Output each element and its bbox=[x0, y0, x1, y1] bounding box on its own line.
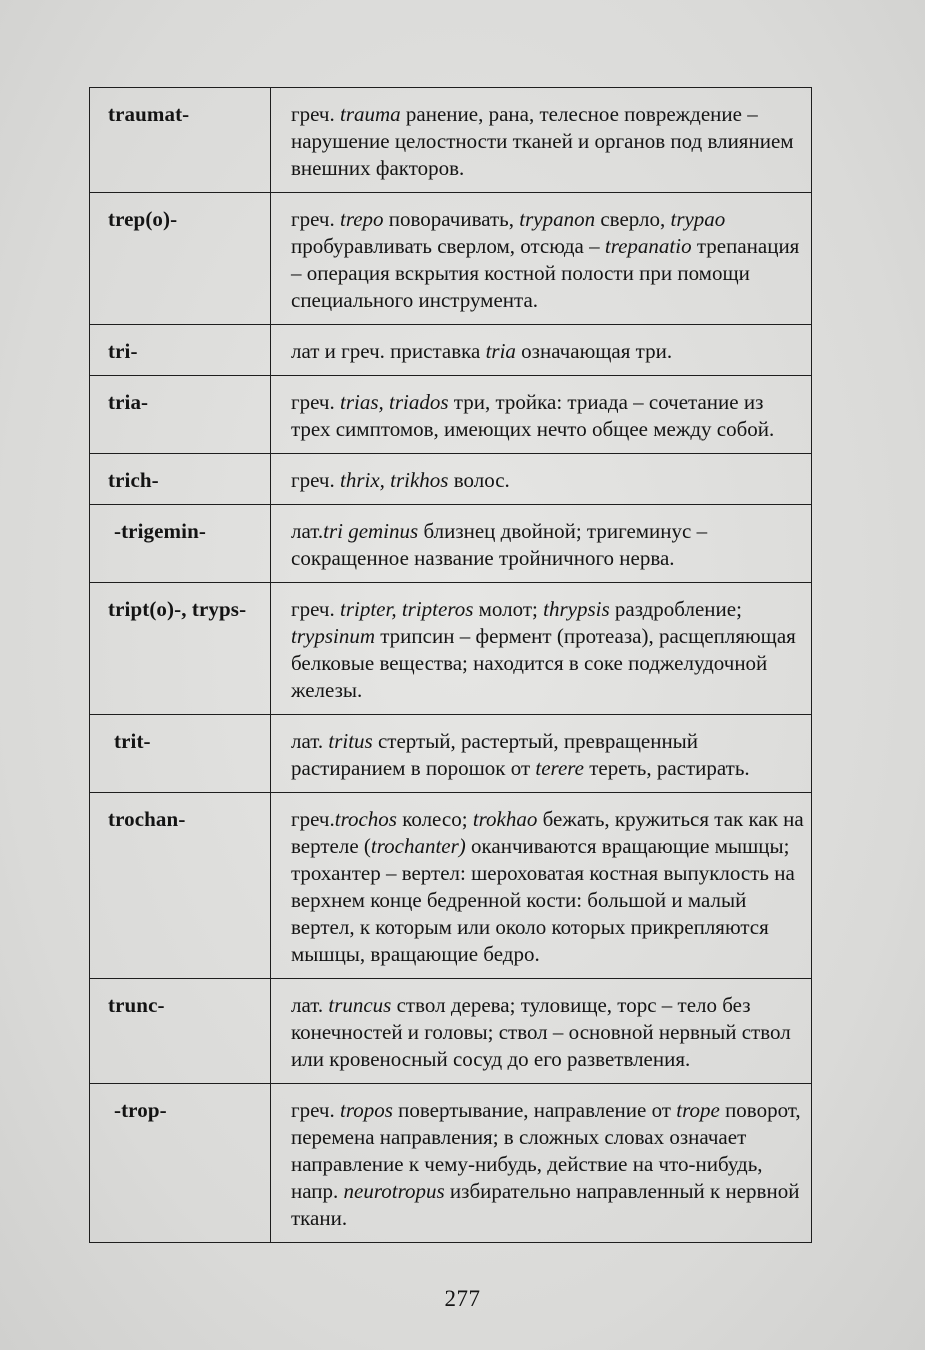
dictionary-row bbox=[90, 88, 812, 193]
definition-italic-segment: trypsinum bbox=[291, 624, 375, 648]
definition-segment: тереть, растирать. bbox=[584, 756, 750, 780]
entry-definition bbox=[271, 1084, 812, 1243]
definition-italic-segment: tri geminus bbox=[323, 519, 419, 543]
entry-definition bbox=[271, 325, 812, 376]
entry-definition bbox=[271, 979, 812, 1084]
entry-term: -trigemin- bbox=[90, 505, 271, 583]
entry-term: trochan- bbox=[90, 793, 271, 979]
definition-segment: лат. bbox=[291, 993, 329, 1017]
definition-italic-segment: tritus bbox=[328, 729, 373, 753]
dictionary-row bbox=[90, 325, 812, 376]
definition-segment: греч. bbox=[291, 1098, 340, 1122]
entry-definition bbox=[271, 454, 812, 505]
dictionary-table-body bbox=[90, 88, 812, 1243]
dictionary-row bbox=[90, 193, 812, 325]
definition-italic-segment: trias, triados bbox=[339, 390, 449, 414]
definition-italic-segment: thrypsis bbox=[543, 597, 610, 621]
entry-definition bbox=[271, 88, 812, 193]
entry-term: trunc- bbox=[90, 979, 271, 1084]
definition-segment: поворот, перемена направления; в сложных словах означает направление к чему-нибудь, действие на что-нибудь, напр. bbox=[291, 1098, 801, 1203]
entry-definition bbox=[271, 583, 812, 715]
dictionary-row bbox=[90, 454, 812, 505]
definition-segment: греч. bbox=[291, 807, 335, 831]
definition-italic-segment: tropos bbox=[339, 1098, 393, 1122]
entry-term: trich- bbox=[90, 454, 271, 505]
entry-term: trep(o)- bbox=[90, 193, 271, 325]
dictionary-table bbox=[89, 87, 812, 1243]
definition-segment: раздробление; bbox=[609, 597, 742, 621]
definition-segment: трипсин – фермент (протеаза), расщепляющая белковые вещества; находится в соке поджелудочной железы. bbox=[291, 624, 796, 702]
entry-definition bbox=[271, 376, 812, 454]
entry-term: tri- bbox=[90, 325, 271, 376]
definition-italic-segment: trochanter) bbox=[370, 834, 466, 858]
definition-segment: стертый, растертый, превращенный растиранием в порошок от bbox=[291, 729, 699, 780]
definition-segment: трепанация – операция вскрытия костной полости при помощи специального инструмента. bbox=[291, 234, 800, 312]
definition-italic-segment: thrix, trikhos bbox=[339, 468, 449, 492]
dictionary-row bbox=[90, 1084, 812, 1243]
definition-segment: лат. bbox=[291, 519, 324, 543]
entry-term: trit- bbox=[90, 715, 271, 793]
definition-segment: повертывание, направление от bbox=[392, 1098, 677, 1122]
definition-italic-segment: tripter, tripteros bbox=[339, 597, 474, 621]
entry-term: tript(o)-, tryps- bbox=[90, 583, 271, 715]
definition-italic-segment: trypanon bbox=[519, 207, 596, 231]
definition-italic-segment: truncus bbox=[328, 993, 392, 1017]
entry-definition bbox=[271, 193, 812, 325]
definition-italic-segment: trochos bbox=[334, 807, 397, 831]
definition-segment: греч. bbox=[291, 207, 340, 231]
definition-segment: близнец двойной; тригеминус – сокращенное название тройничного нерва. bbox=[291, 519, 708, 570]
definition-italic-segment: tria bbox=[485, 339, 516, 363]
dictionary-row bbox=[90, 979, 812, 1084]
dictionary-row bbox=[90, 505, 812, 583]
definition-italic-segment: neurotropus bbox=[343, 1179, 445, 1203]
entry-term: -trop- bbox=[90, 1084, 271, 1243]
definition-segment: лат. bbox=[291, 729, 329, 753]
definition-segment: бежать, кружиться так как на вертеле ( bbox=[291, 807, 804, 858]
definition-italic-segment: trypao bbox=[670, 207, 726, 231]
definition-segment: лат и греч. приставка bbox=[291, 339, 486, 363]
definition-segment: поворачивать, bbox=[383, 207, 520, 231]
definition-italic-segment: trokhao bbox=[472, 807, 538, 831]
dictionary-row bbox=[90, 376, 812, 454]
definition-segment: молот; bbox=[473, 597, 544, 621]
entry-term: tria- bbox=[90, 376, 271, 454]
definition-segment: греч. bbox=[291, 390, 340, 414]
definition-segment: греч. bbox=[291, 468, 340, 492]
definition-segment: греч. bbox=[291, 597, 340, 621]
definition-italic-segment: terere bbox=[535, 756, 584, 780]
dictionary-row bbox=[90, 793, 812, 979]
definition-segment: колесо; bbox=[396, 807, 473, 831]
definition-italic-segment: trauma bbox=[339, 102, 401, 126]
page-number: 277 bbox=[444, 1286, 481, 1311]
definition-segment: ствол дерева; туловище, торс – тело без конечностей и головы; ствол – основной нервный ствол или кровеносный сосуд до его разветвления. bbox=[291, 993, 791, 1071]
definition-segment: избирательно направленный к нервной ткани. bbox=[291, 1179, 800, 1230]
definition-italic-segment: trope bbox=[676, 1098, 720, 1122]
definition-segment: сверло, bbox=[595, 207, 671, 231]
definition-italic-segment: trepo bbox=[339, 207, 384, 231]
definition-segment: три, тройка: триада – сочетание из трех симптомов, имеющих нечто общее между собой. bbox=[291, 390, 775, 441]
dictionary-row bbox=[90, 715, 812, 793]
definition-segment: означающая три. bbox=[515, 339, 673, 363]
definition-italic-segment: trepanatio bbox=[604, 234, 692, 258]
dictionary-row bbox=[90, 583, 812, 715]
definition-segment: волос. bbox=[448, 468, 510, 492]
entry-term: traumat- bbox=[90, 88, 271, 193]
entry-definition bbox=[271, 793, 812, 979]
definition-segment: оканчиваются вращающие мышцы; трохантер – вертел: шероховатая костная выпуклость на верхнем конце бедренной кости: большой и малый вертел, к которым или около которых прикрепляются мышцы, вращающие бедро. bbox=[291, 834, 795, 966]
entry-definition bbox=[271, 715, 812, 793]
definition-segment: греч. bbox=[291, 102, 340, 126]
entry-definition bbox=[271, 505, 812, 583]
definition-segment: пробуравливать сверлом, отсюда – bbox=[291, 234, 605, 258]
definition-segment: ранение, рана, телесное повреждение – нарушение целостности тканей и органов под влиянием внешних факторов. bbox=[291, 102, 794, 180]
